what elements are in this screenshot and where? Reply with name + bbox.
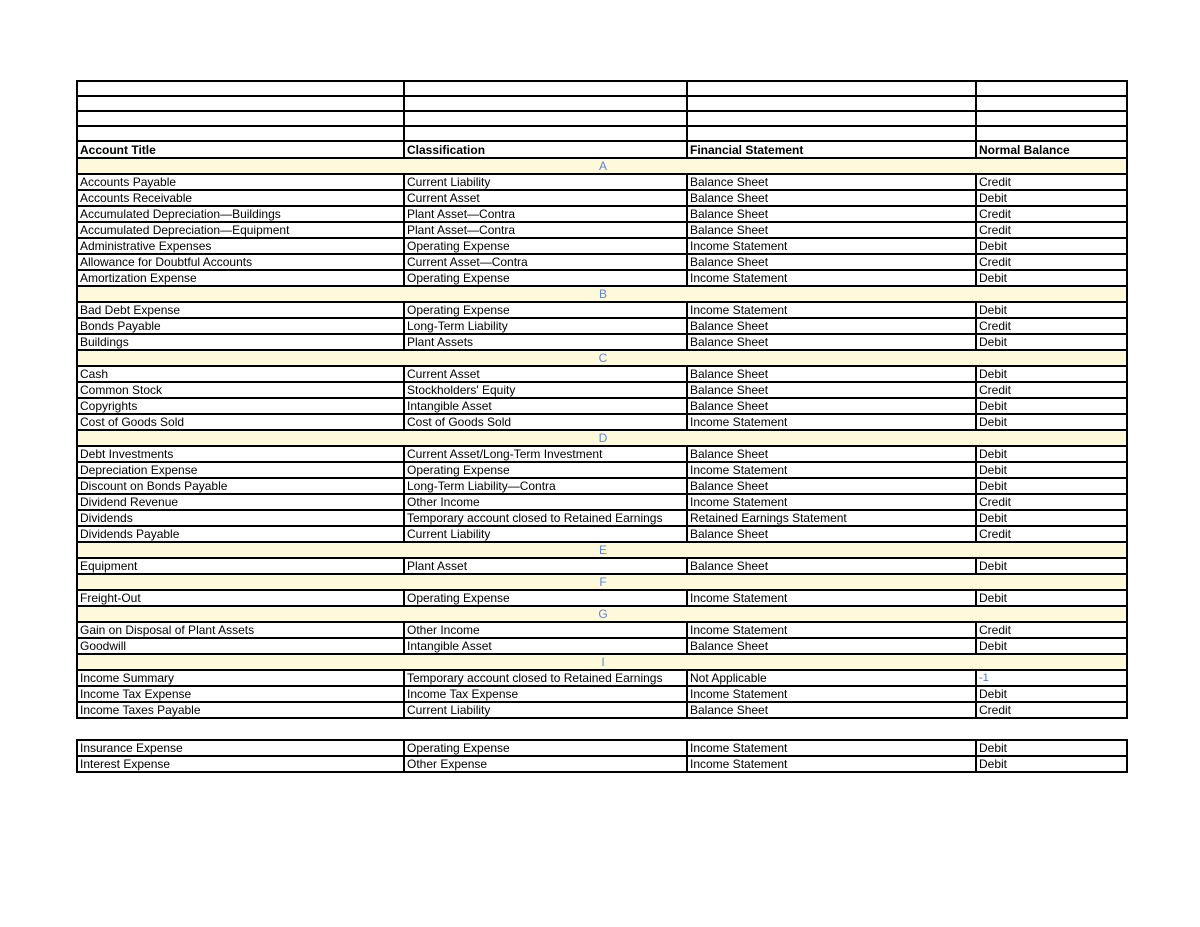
column-header: Account Title [77, 141, 404, 158]
account-title-cell: Accumulated Depreciation—Equipment [77, 222, 404, 238]
normal-balance-cell: Debit [976, 558, 1127, 574]
account-title-cell: Accumulated Depreciation—Buildings [77, 206, 404, 222]
normal-balance-cell: Debit [976, 270, 1127, 286]
accounts-table [76, 80, 1128, 773]
classification-cell: Cost of Goods Sold [404, 414, 687, 430]
account-title-cell: Bad Debt Expense [77, 302, 404, 318]
table-row [77, 494, 1127, 510]
table-row [77, 190, 1127, 206]
financial-statement-cell: Income Statement [687, 270, 976, 286]
letter-section-row [77, 542, 1127, 558]
classification-cell: Current Liability [404, 526, 687, 542]
letter-section-row [77, 286, 1127, 302]
financial-statement-cell: Not Applicable [687, 670, 976, 686]
classification-cell: Current Asset/Long-Term Investment [404, 446, 687, 462]
table-row [77, 270, 1127, 286]
financial-statement-cell: Income Statement [687, 686, 976, 702]
classification-cell: Stockholders' Equity [404, 382, 687, 398]
table-row [77, 366, 1127, 382]
account-title-cell: Accounts Receivable [77, 190, 404, 206]
classification-cell: Operating Expense [404, 740, 687, 756]
financial-statement-cell: Balance Sheet [687, 638, 976, 654]
table-row [77, 526, 1127, 542]
normal-balance-cell: Credit [976, 382, 1127, 398]
section-letter: E [77, 542, 1127, 558]
normal-balance-cell: Debit [976, 756, 1127, 772]
table-row [77, 590, 1127, 606]
normal-balance-cell: Credit [976, 222, 1127, 238]
accounts-table-body [77, 81, 1127, 772]
table-row [77, 318, 1127, 334]
section-letter: C [77, 350, 1127, 366]
table-row [77, 238, 1127, 254]
account-title-cell: Allowance for Doubtful Accounts [77, 254, 404, 270]
normal-balance-cell: Debit [976, 334, 1127, 350]
normal-balance-cell: Credit [976, 702, 1127, 718]
table-row [77, 414, 1127, 430]
classification-cell: Plant Asset—Contra [404, 222, 687, 238]
financial-statement-cell: Balance Sheet [687, 558, 976, 574]
normal-balance-cell: Debit [976, 302, 1127, 318]
table-row [77, 670, 1127, 686]
table-row [77, 254, 1127, 270]
account-title-cell: Interest Expense [77, 756, 404, 772]
classification-cell: Current Asset [404, 366, 687, 382]
letter-section-row [77, 350, 1127, 366]
empty-cell [687, 96, 976, 111]
financial-statement-cell: Income Statement [687, 756, 976, 772]
empty-cell [77, 81, 404, 96]
table-row [77, 702, 1127, 718]
classification-cell: Temporary account closed to Retained Earnings [404, 670, 687, 686]
normal-balance-cell: Credit [976, 526, 1127, 542]
column-header: Classification [404, 141, 687, 158]
classification-cell: Plant Asset [404, 558, 687, 574]
empty-cell [77, 126, 404, 141]
letter-section-row [77, 430, 1127, 446]
table-row [77, 222, 1127, 238]
account-title-cell: Income Tax Expense [77, 686, 404, 702]
normal-balance-cell: -1 [976, 670, 1127, 686]
account-title-cell: Dividends [77, 510, 404, 526]
empty-cell [404, 81, 687, 96]
letter-section-row [77, 574, 1127, 590]
section-letter: G [77, 606, 1127, 622]
normal-balance-cell: Debit [976, 510, 1127, 526]
financial-statement-cell: Balance Sheet [687, 190, 976, 206]
account-title-cell: Accounts Payable [77, 174, 404, 190]
section-letter: F [77, 574, 1127, 590]
classification-cell: Intangible Asset [404, 398, 687, 414]
classification-cell: Current Liability [404, 702, 687, 718]
financial-statement-cell: Balance Sheet [687, 398, 976, 414]
financial-statement-cell: Balance Sheet [687, 174, 976, 190]
account-title-cell: Administrative Expenses [77, 238, 404, 254]
classification-cell: Other Income [404, 494, 687, 510]
column-header: Financial Statement [687, 141, 976, 158]
empty-cell [976, 111, 1127, 126]
account-title-cell: Cash [77, 366, 404, 382]
normal-balance-cell: Credit [976, 174, 1127, 190]
empty-cell [976, 96, 1127, 111]
normal-balance-cell: Debit [976, 462, 1127, 478]
account-title-cell: Copyrights [77, 398, 404, 414]
blank-row [77, 111, 1127, 126]
normal-balance-cell: Debit [976, 398, 1127, 414]
account-title-cell: Cost of Goods Sold [77, 414, 404, 430]
normal-balance-cell: Debit [976, 686, 1127, 702]
empty-cell [687, 81, 976, 96]
table-row [77, 558, 1127, 574]
classification-cell: Long-Term Liability [404, 318, 687, 334]
table-row [77, 478, 1127, 494]
account-title-cell: Depreciation Expense [77, 462, 404, 478]
account-title-cell: Goodwill [77, 638, 404, 654]
classification-cell: Intangible Asset [404, 638, 687, 654]
spacer-cell [77, 718, 1127, 740]
financial-statement-cell: Income Statement [687, 414, 976, 430]
normal-balance-cell: Credit [976, 206, 1127, 222]
classification-cell: Other Expense [404, 756, 687, 772]
table-row [77, 398, 1127, 414]
classification-cell: Current Asset [404, 190, 687, 206]
financial-statement-cell: Income Statement [687, 302, 976, 318]
normal-balance-cell: Debit [976, 190, 1127, 206]
classification-cell: Current Liability [404, 174, 687, 190]
financial-statement-cell: Income Statement [687, 238, 976, 254]
table-row [77, 302, 1127, 318]
normal-balance-cell: Debit [976, 238, 1127, 254]
empty-cell [687, 126, 976, 141]
account-title-cell: Buildings [77, 334, 404, 350]
empty-cell [404, 126, 687, 141]
table-row [77, 462, 1127, 478]
normal-balance-cell: Debit [976, 590, 1127, 606]
classification-cell: Operating Expense [404, 302, 687, 318]
spacer-row [77, 718, 1127, 740]
table-row [77, 174, 1127, 190]
financial-statement-cell: Income Statement [687, 622, 976, 638]
empty-cell [687, 111, 976, 126]
financial-statement-cell: Income Statement [687, 590, 976, 606]
normal-balance-cell: Debit [976, 638, 1127, 654]
classification-cell: Other Income [404, 622, 687, 638]
letter-section-row [77, 654, 1127, 670]
section-letter: A [77, 158, 1127, 174]
empty-cell [976, 126, 1127, 141]
account-title-cell: Income Summary [77, 670, 404, 686]
account-title-cell: Dividends Payable [77, 526, 404, 542]
normal-balance-cell: Debit [976, 446, 1127, 462]
classification-cell: Current Asset—Contra [404, 254, 687, 270]
financial-statement-cell: Balance Sheet [687, 382, 976, 398]
table-row [77, 510, 1127, 526]
column-header: Normal Balance [976, 141, 1127, 158]
financial-statement-cell: Balance Sheet [687, 478, 976, 494]
classification-cell: Operating Expense [404, 238, 687, 254]
account-classification-sheet [76, 80, 1126, 773]
table-row [77, 686, 1127, 702]
classification-cell: Operating Expense [404, 590, 687, 606]
financial-statement-cell: Balance Sheet [687, 526, 976, 542]
account-title-cell: Insurance Expense [77, 740, 404, 756]
account-title-cell: Freight-Out [77, 590, 404, 606]
financial-statement-cell: Balance Sheet [687, 366, 976, 382]
section-letter: I [77, 654, 1127, 670]
account-title-cell: Debt Investments [77, 446, 404, 462]
account-title-cell: Common Stock [77, 382, 404, 398]
normal-balance-cell: Debit [976, 414, 1127, 430]
normal-balance-cell: Credit [976, 494, 1127, 510]
financial-statement-cell: Balance Sheet [687, 446, 976, 462]
classification-cell: Income Tax Expense [404, 686, 687, 702]
normal-balance-cell: Debit [976, 478, 1127, 494]
classification-cell: Temporary account closed to Retained Earnings [404, 510, 687, 526]
table-row [77, 756, 1127, 772]
normal-balance-cell: Credit [976, 254, 1127, 270]
blank-row [77, 81, 1127, 96]
empty-cell [77, 96, 404, 111]
account-title-cell: Bonds Payable [77, 318, 404, 334]
section-letter: B [77, 286, 1127, 302]
empty-cell [976, 81, 1127, 96]
blank-row [77, 126, 1127, 141]
financial-statement-cell: Balance Sheet [687, 318, 976, 334]
account-title-cell: Equipment [77, 558, 404, 574]
classification-cell: Long-Term Liability—Contra [404, 478, 687, 494]
table-row [77, 206, 1127, 222]
financial-statement-cell: Balance Sheet [687, 254, 976, 270]
account-title-cell: Discount on Bonds Payable [77, 478, 404, 494]
classification-cell: Plant Asset—Contra [404, 206, 687, 222]
financial-statement-cell: Balance Sheet [687, 334, 976, 350]
empty-cell [77, 111, 404, 126]
financial-statement-cell: Income Statement [687, 740, 976, 756]
table-row [77, 446, 1127, 462]
normal-balance-cell: Credit [976, 318, 1127, 334]
header-row [77, 141, 1127, 158]
section-letter: D [77, 430, 1127, 446]
classification-cell: Operating Expense [404, 270, 687, 286]
letter-section-row [77, 606, 1127, 622]
empty-cell [404, 96, 687, 111]
financial-statement-cell: Income Statement [687, 494, 976, 510]
normal-balance-cell: Debit [976, 366, 1127, 382]
financial-statement-cell: Income Statement [687, 462, 976, 478]
classification-cell: Plant Assets [404, 334, 687, 350]
classification-cell: Operating Expense [404, 462, 687, 478]
financial-statement-cell: Balance Sheet [687, 222, 976, 238]
blank-row [77, 96, 1127, 111]
table-row [77, 334, 1127, 350]
empty-cell [404, 111, 687, 126]
letter-section-row [77, 158, 1127, 174]
account-title-cell: Income Taxes Payable [77, 702, 404, 718]
financial-statement-cell: Balance Sheet [687, 206, 976, 222]
account-title-cell: Dividend Revenue [77, 494, 404, 510]
table-row [77, 638, 1127, 654]
financial-statement-cell: Balance Sheet [687, 702, 976, 718]
table-row [77, 622, 1127, 638]
account-title-cell: Amortization Expense [77, 270, 404, 286]
normal-balance-cell: Credit [976, 622, 1127, 638]
normal-balance-cell: Debit [976, 740, 1127, 756]
account-title-cell: Gain on Disposal of Plant Assets [77, 622, 404, 638]
table-row [77, 740, 1127, 756]
financial-statement-cell: Retained Earnings Statement [687, 510, 976, 526]
table-row [77, 382, 1127, 398]
